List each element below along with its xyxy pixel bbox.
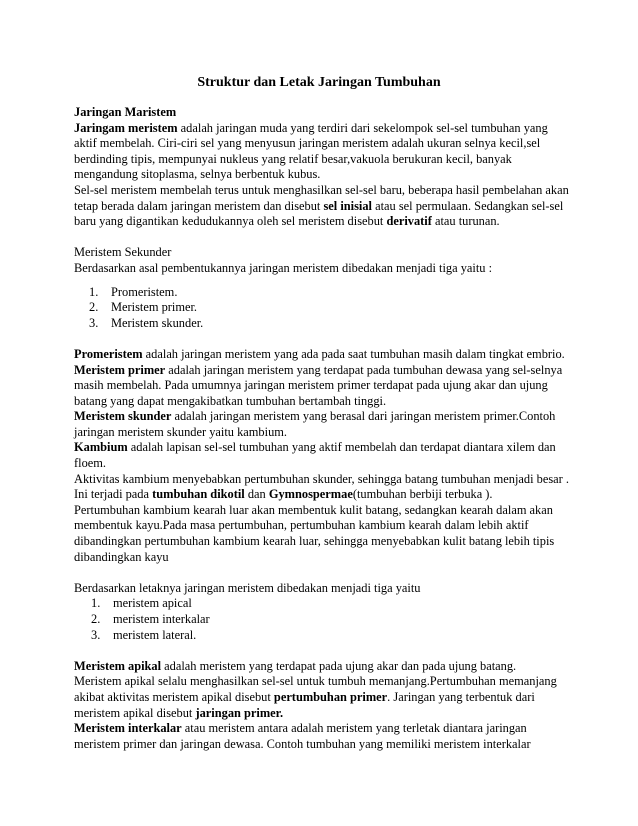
- document-title: Struktur dan Letak Jaringan Tumbuhan: [197, 75, 441, 90]
- paragraph-meristem-interkalar: Meristem interkalar atau meristem antara adalah meristem yang terletak diantara jaringan meristem primer dan jaringan dewasa. Contoh tumbuhan yang memiliki meristem interkalar: [74, 721, 531, 751]
- list2-intro: Berdasarkan letaknya jaringan meristem dibedakan menjadi tiga yaitu: [74, 580, 421, 595]
- list-item: 1. Promeristem.: [89, 284, 178, 299]
- paragraph-meristem-skunder: Meristem skunder adalah jaringan meristem yang berasal dari jaringan meristem primer.Contoh jaringan meristem skunder yaitu kambium.: [74, 409, 556, 439]
- paragraph-promeristem: Promeristem adalah jaringan meristem yang ada pada saat tumbuhan masih dalam tingkat embrio.: [74, 346, 565, 361]
- sub-heading: Meristem Sekunder: [74, 245, 172, 260]
- origin-list: [74, 285, 572, 332]
- list-item: 2. meristem interkalar: [91, 612, 210, 626]
- paragraph-apikal-growth: Meristem apikal selalu menghasilkan sel-sel untuk tumbuh memanjang.Pertumbuhan memanjang akibat aktivitas meristem apikal disebut pertumbuhan primer. Jaringan yang terbentuk dari meristem apikal disebut jaringan primer.: [74, 674, 557, 720]
- list1-intro: Berdasarkan asal pembentukannya jaringan meristem dibedakan menjadi tiga yaitu :: [74, 260, 493, 275]
- list-item: 1. meristem apical: [91, 596, 192, 611]
- list-item: 2. Meristem primer.: [89, 300, 198, 315]
- paragraph-kambium-activity: Aktivitas kambium menyebabkan pertumbuhan skunder, sehingga batang tumbuhan menjadi besar . Ini terjadi pada tumbuhan dikotil dan Gymnospermae(tumbuhan berbiji terbuka ).: [74, 471, 570, 502]
- document-body: [74, 105, 572, 752]
- location-list: [74, 596, 572, 643]
- list-item: 3. Meristem skunder.: [89, 315, 204, 330]
- paragraph-kambium: Kambium adalah lapisan sel-sel tumbuhan yang aktif membelah dan terdapat diantara xilem dan floem.: [74, 440, 556, 471]
- list-item: 3. meristem lateral.: [91, 627, 197, 642]
- section-heading: Jaringan Maristem: [74, 105, 177, 119]
- paragraph-meristem-primer: Meristem primer adalah jaringan meristem yang terdapat pada tumbuhan dewasa yang sel-selnya masih membelah. Pada umumnya jaringan meristem primer terdapat pada ujung akar dan ujung batang yang dapat mengakibatkan tumbuhan bertambah tinggi.: [74, 362, 563, 408]
- paragraph-meristem-definition: Jaringam meristem adalah jaringan muda yang terdiri dari sekelompok sel-sel tumbuhan yang aktif membelah. Ciri-ciri sel yang menyusun jaringan meristem adalah ukuran selnya kecil,sel berdinding tipis, mempunyai nukleus yang relatif besar,vakuola berukuran kecil, banyak mengandung sitoplasma, selnya berbentuk kubus.: [74, 120, 548, 182]
- paragraph-cell-division: Sel-sel meristem membelah terus untuk menghasilkan sel-sel baru, beberapa hasil pembelahan akan tetap berada dalam jaringan meristem dan disebut sel inisial atau sel permulaan. Sedangkan sel-sel baru yang digantikan kedudukannya oleh sel meristem disebut derivatif atau turunan.: [74, 182, 569, 229]
- paragraph-kambium-growth: Pertumbuhan kambium kearah luar akan membentuk kulit batang, sedangkan kearah dalam akan membentuk kayu.Pada masa pertumbuhan, pertumbuhan kambium kearah dalam lebih aktif dibandingkan pertumbuhan kambium kearah luar, sehingga menyebabkan kulit batang lebih tipis dibandingkan kayu: [74, 502, 555, 564]
- paragraph-meristem-apikal: Meristem apikal adalah meristem yang terdapat pada ujung akar dan pada ujung batang.: [74, 658, 517, 673]
